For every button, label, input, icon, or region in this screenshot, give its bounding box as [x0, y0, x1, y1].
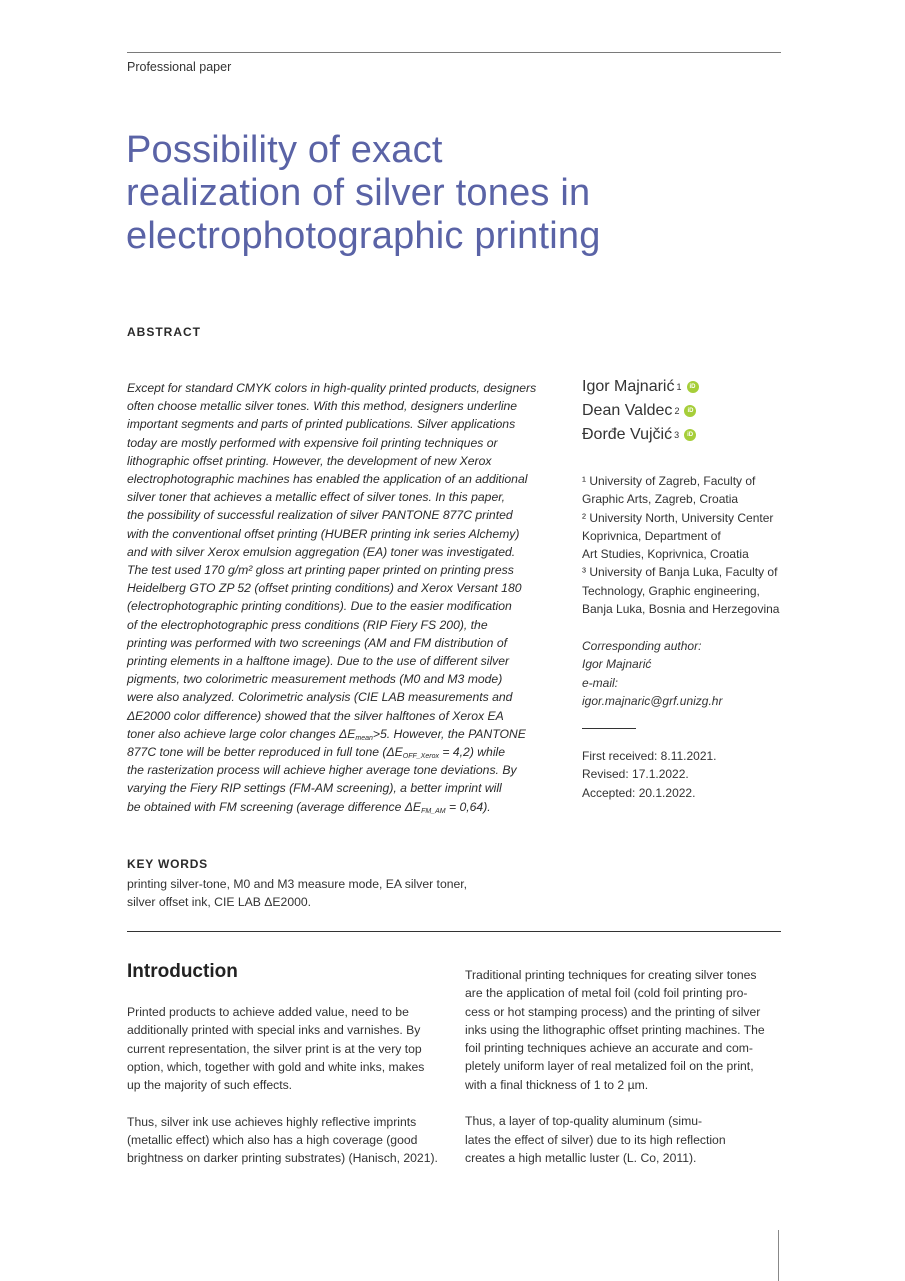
- abstract-line: the possibility of successful realization of silver PANTONE 877C printed: [127, 508, 513, 523]
- title-line-3: electrophotographic printing: [126, 215, 601, 257]
- abstract-line: ΔE2000 color difference) showed that the silver halftones of Xerox EA: [127, 708, 504, 723]
- affiliation-line: ¹ University of Zagreb, Faculty of: [582, 474, 756, 488]
- body-line: Thus, a layer of top-quality aluminum (simu-: [465, 1114, 703, 1129]
- subscript: mean: [355, 734, 373, 742]
- author-name: Đorđe Vujčić: [582, 426, 673, 443]
- affiliation-line: ³ University of Banja Luka, Faculty of: [582, 565, 778, 580]
- abstract-line: The test used 170 g/m² gloss art printing paper printed on printing press: [127, 563, 514, 578]
- article-title: [126, 129, 726, 258]
- intro-column-right: [465, 966, 785, 1167]
- email-link[interactable]: igor.majnaric@grf.unizg.hr: [582, 693, 723, 708]
- date-received: First received: 8.11.2021.: [582, 749, 717, 763]
- abstract-line: (electrophotographic printing conditions). Due to the easier modification: [127, 599, 512, 614]
- abstract-line: varying the Fiery RIP settings (FM-AM screening), a better imprint will: [127, 781, 502, 796]
- abstract-heading: ABSTRACT: [127, 325, 201, 339]
- body-line: Printed products to achieve added value, need to be: [127, 1005, 409, 1019]
- orcid-icon[interactable]: iD: [684, 429, 696, 441]
- body-line: brightness on darker printing substrates) (Hanisch, 2021).: [127, 1151, 438, 1166]
- subscript: OFF_Xerox: [402, 753, 439, 761]
- header-rule: [127, 52, 781, 53]
- abstract-line: important segments and parts of printed publications. Silver applications: [127, 417, 516, 432]
- abstract-line: Heidelberg GTO ZP 52 (offset printing conditions) and Xerox Versant 180: [127, 581, 522, 596]
- subscript: FM_AM: [421, 807, 446, 815]
- affiliation-marker: 3: [674, 430, 680, 440]
- keywords-text: [127, 875, 467, 911]
- keywords-line: silver offset ink, CIE LAB ΔE2000.: [127, 895, 312, 909]
- abstract-line: [127, 743, 555, 761]
- body-line: up the majority of such effects.: [127, 1078, 293, 1093]
- title-line-1: Possibility of exact: [126, 129, 443, 171]
- submission-dates: [582, 747, 717, 802]
- abstract-text-fragment: = 0,64).: [445, 799, 491, 814]
- affiliation-marker: 1: [676, 382, 682, 392]
- affiliations: [582, 472, 787, 618]
- body-line: lates the effect of silver) due to its high reflection: [465, 1132, 726, 1147]
- abstract-text-fragment: 877C tone will be better reproduced in full tone (ΔE: [127, 745, 403, 760]
- body-line: with a final thickness of 1 to 2 µm.: [465, 1077, 649, 1092]
- corresponding-author: [582, 637, 722, 710]
- author-name: Igor Majnarić: [582, 378, 675, 395]
- section-rule: [127, 931, 781, 932]
- author-entry: [582, 399, 699, 423]
- affiliation-marker: 2: [674, 406, 680, 416]
- abstract-line: Except for standard CMYK colors in high-quality printed products, designers: [127, 381, 537, 395]
- abstract-line: and with silver Xerox emulsion aggregation (EA) toner was investigated.: [127, 544, 516, 559]
- date-revised: Revised: 17.1.2022.: [582, 767, 689, 782]
- body-line: inks using the lithographic offset printing machines. The: [465, 1022, 765, 1037]
- orcid-icon[interactable]: iD: [687, 381, 699, 393]
- abstract-text: [127, 379, 555, 816]
- abstract-line: [127, 798, 555, 816]
- author-list: [582, 375, 699, 447]
- affiliation-line: Graphic Arts, Zagreb, Croatia: [582, 492, 739, 507]
- body-line: additionally printed with special inks and varnishes. By: [127, 1023, 421, 1038]
- body-line: pletely uniform layer of real metalized foil on the print,: [465, 1059, 754, 1074]
- body-line: Traditional printing techniques for creating silver tones: [465, 968, 757, 982]
- abstract-text-fragment: >5. However, the PANTONE: [372, 726, 526, 741]
- abstract-line: the rasterization process will achieve higher average tone deviations. By: [127, 763, 517, 778]
- body-line: creates a high metallic luster (L. Co, 2011).: [465, 1150, 697, 1165]
- keywords-line: printing silver-tone, M0 and M3 measure mode, EA silver toner,: [127, 877, 468, 891]
- author-name: Dean Valdec: [582, 402, 673, 419]
- abstract-line: today are mostly performed with expensive foil printing techniques or: [127, 435, 498, 450]
- keywords-heading: KEY WORDS: [127, 857, 208, 871]
- abstract-line: electrophotographic machines has enabled the application of an additional: [127, 472, 528, 487]
- affiliation-line: Banja Luka, Bosnia and Herzegovina: [582, 602, 780, 617]
- abstract-line: were also analyzed. Colorimetric analysis (CIE LAB measurements and: [127, 690, 513, 705]
- body-line: (metallic effect) which also has a high coverage (good: [127, 1133, 418, 1148]
- abstract-line: often choose metallic silver tones. With this method, designers underline: [127, 399, 518, 414]
- body-line: foil printing techniques achieve an accurate and com-: [465, 1041, 753, 1056]
- date-accepted: Accepted: 20.1.2022.: [582, 785, 696, 800]
- abstract-text-fragment: = 4,2) while: [438, 745, 506, 760]
- body-line: current representation, the silver print is at the very top: [127, 1041, 422, 1056]
- abstract-line: printing was performed with two screenings (AM and FM distribution of: [127, 635, 508, 650]
- abstract-line: with the conventional offset printing (HUBER printing ink series Alchemy): [127, 526, 520, 541]
- orcid-icon[interactable]: iD: [684, 405, 696, 417]
- intro-column-left: [127, 1003, 447, 1168]
- title-line-2: realization of silver tones in: [126, 172, 591, 214]
- email-label: e-mail:: [582, 675, 619, 690]
- page-margin-rule: [778, 1230, 779, 1281]
- divider: [582, 728, 636, 729]
- paragraph-gap: [465, 1094, 785, 1112]
- paragraph-gap: [127, 1094, 447, 1112]
- body-line: option, which, together with gold and white inks, makes: [127, 1059, 425, 1074]
- affiliation-line: Art Studies, Koprivnica, Croatia: [582, 547, 749, 562]
- abstract-line: pigments, two colorimetric measurement methods (M0 and M3 mode): [127, 672, 503, 687]
- affiliation-line: Koprivnica, Department of: [582, 528, 721, 543]
- introduction-heading: Introduction: [127, 961, 238, 982]
- affiliation-line: ² University North, University Center: [582, 510, 774, 525]
- author-entry: [582, 375, 699, 399]
- body-line: are the application of metal foil (cold foil printing pro-: [465, 986, 748, 1001]
- paper-type-label: Professional paper: [127, 60, 232, 74]
- abstract-line: printing elements in a halftone image). Due to the use of different silver: [127, 654, 510, 669]
- abstract-line: lithographic offset printing. However, the development of new Xerox: [127, 453, 492, 468]
- abstract-text-fragment: be obtained with FM screening (average difference ΔE: [127, 799, 422, 814]
- corresponding-name: Igor Majnarić: [582, 657, 652, 672]
- abstract-line: of the electrophotographic press conditions (RIP Fiery FS 200), the: [127, 617, 488, 632]
- abstract-line: silver toner that achieves a metallic effect of silver tones. In this paper,: [127, 490, 505, 505]
- abstract-line: [127, 725, 555, 743]
- author-entry: [582, 423, 699, 447]
- abstract-text-fragment: toner also achieve large color changes ΔE: [127, 726, 356, 741]
- corresponding-label: Corresponding author:: [582, 639, 702, 653]
- affiliation-line: Technology, Graphic engineering,: [582, 583, 760, 598]
- body-line: cess or hot stamping process) and the printing of silver: [465, 1004, 761, 1019]
- body-line: Thus, silver ink use achieves highly reflective imprints: [127, 1114, 417, 1129]
